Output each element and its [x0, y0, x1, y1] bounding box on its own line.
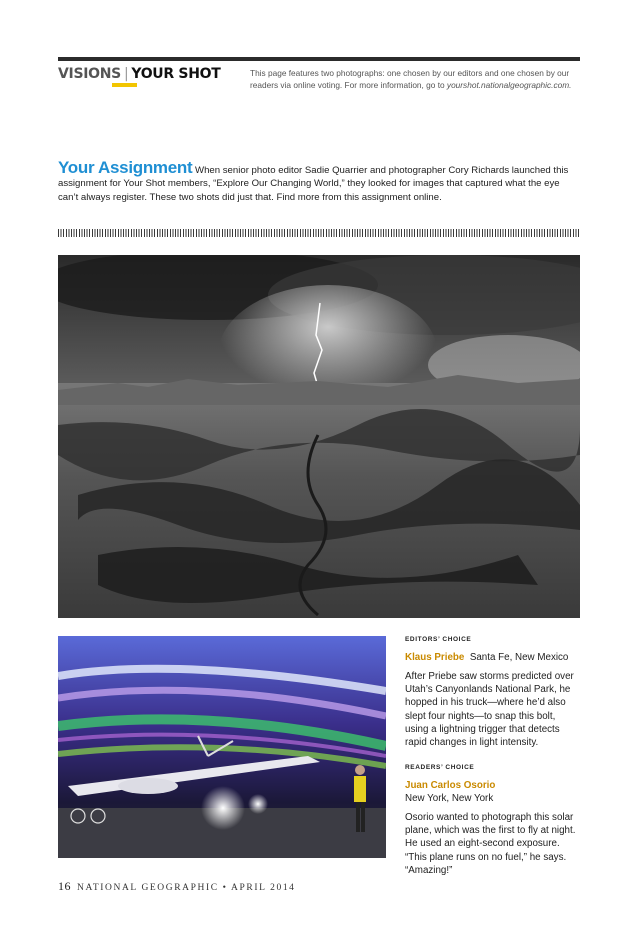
photographer-location: Santa Fe, New Mexico: [469, 652, 569, 663]
footer-bullet: •: [222, 883, 228, 893]
photographer-line: [405, 651, 585, 664]
canyonlands-lightning-photo: [58, 255, 580, 618]
photographer-line: [405, 779, 585, 805]
top-rule: [58, 57, 580, 61]
readers-choice-credit: [405, 764, 585, 877]
photographer-name: Klaus Priebe: [405, 652, 465, 663]
intro-url[interactable]: yourshot.nationalgeographic.com.: [446, 80, 572, 90]
page-number: 16: [58, 879, 71, 893]
section-label: [58, 66, 220, 82]
photographer-name: Juan Carlos Osorio: [405, 780, 496, 791]
photo-description: Osorio wanted to photograph this solar plane, which was the first to fly at night. He used an eight-second exposure. “This plane runs on no fuel,” he says. “Amazing!”: [405, 812, 576, 876]
photo-description: After Priebe saw storms predicted over Utah’s Canyonlands National Park, he hopped in his truck—where he’d also slept four nights—to snap this bolt, using a lightning trigger that detects rapid changes in light intensity.: [405, 671, 574, 749]
subsection-name: YOUR SHOT: [131, 66, 221, 82]
solar-plane-photo: [58, 636, 386, 858]
intro-text: This page features two photographs: one chosen by our editors and one chosen by our readers via online voting. For more information, go to yourshot.nationalgeographic.com.: [250, 68, 572, 90]
photographer-location: New York, New York: [405, 793, 494, 804]
section-divider: |: [123, 66, 129, 82]
hatched-divider: [58, 229, 580, 237]
assignment-heading: Your Assignment: [58, 158, 193, 177]
editors-choice-label: EDITORS’ CHOICE: [405, 636, 472, 643]
publication-name: NATIONAL GEOGRAPHIC: [77, 883, 219, 893]
assignment-body: When senior photo editor Sadie Quarrier and photographer Cory Richards launched this assignment for Your Shot members, “Explore Our Changing World,” they looked for images that captured what the eye can’t always register. These two shots did just that. Find more from this assignment online.: [58, 165, 569, 203]
editors-choice-credit: [405, 636, 585, 749]
page-footer: [58, 879, 296, 894]
readers-choice-label: READERS’ CHOICE: [405, 764, 475, 771]
yellow-accent-bar: [112, 83, 137, 87]
issue-date: APRIL 2014: [231, 883, 296, 893]
section-name: VISIONS: [58, 66, 121, 82]
assignment-paragraph: [58, 158, 582, 204]
